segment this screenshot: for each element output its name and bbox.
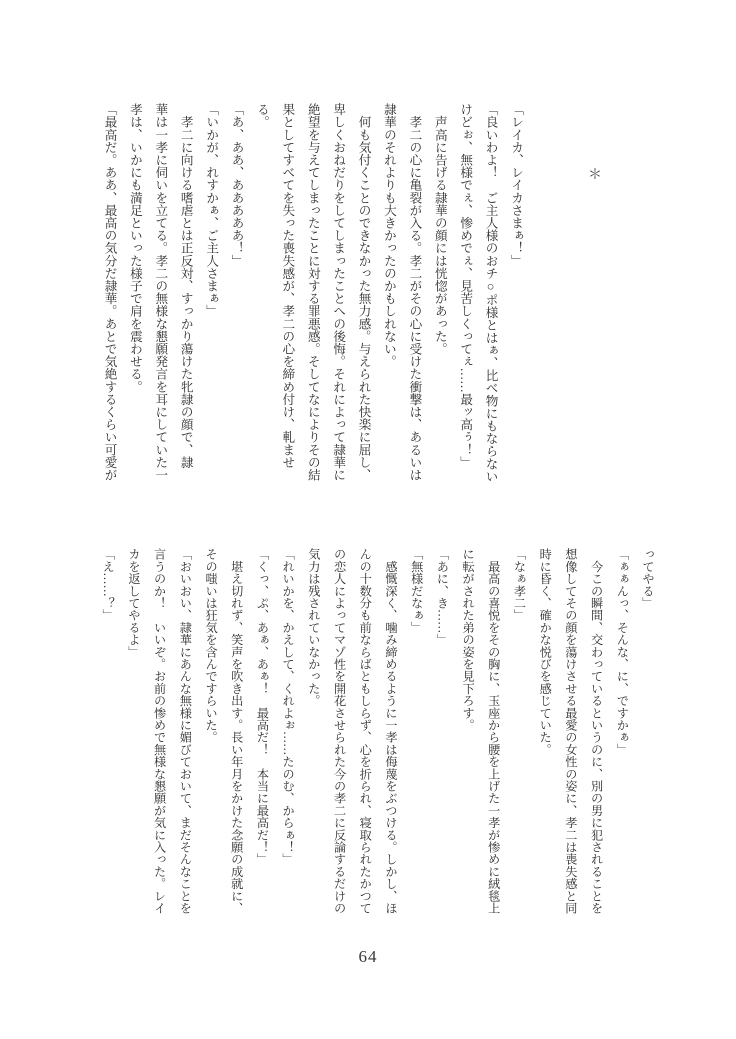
text-line: 「れいかを、かえして、くれよぉ……たのむ、からぁ！」 xyxy=(281,548,296,866)
text-line: 「ぁぁんっ、そんな、に、ですかぁ」 xyxy=(615,548,630,756)
text-line: カを返してやるよ」 xyxy=(126,548,141,658)
text-line: の恋人によってマゾ性を開花させられた今の孝二に反論するだけの xyxy=(332,548,347,914)
text-block-bottom xyxy=(95,548,660,936)
text-line: 「え……？」 xyxy=(101,548,116,622)
text-line: 堪え切れず、笑声を吹き出す。長い年月をかけた念願の成就に、 xyxy=(229,548,244,914)
text-line: 孝二に向ける嗜虐とは正反対、すっかり蕩けた牝隷の顔で、隷 xyxy=(178,103,193,469)
text-line: 孝二の心に亀裂が入る。孝二がその心に受けた衝撃は、あるいは xyxy=(407,103,422,481)
text-line: 華は一孝に伺いを立てる。孝二の無様な懇願発言を耳にしていた一 xyxy=(153,103,168,481)
text-line: 想像してその顔を蕩けさせる最愛の女性の姿に、孝二は喪失感と同 xyxy=(563,548,578,914)
page-number: 64 xyxy=(358,947,378,966)
text-line: その嗤いは狂気を含んですらいた。 xyxy=(204,548,219,744)
text-line: 何も気付くことのできなかった無力感。与えられた快楽に屈し、 xyxy=(356,103,371,481)
text-line: 「くっ、ぷ、あぁ、あぁ！ 最高だ！ 本当に最高だ！」 xyxy=(255,548,270,866)
text-line: 果としてすべてを失った喪失感が、孝二の心を締め付け、軋ませ xyxy=(280,103,295,469)
text-line: 「あに、き……」 xyxy=(435,548,450,646)
text-line: 「あ、ああ、あああああ！」 xyxy=(229,103,244,267)
text-line: 気力は残されていなかった。 xyxy=(306,548,321,707)
text-line: 「なぁ孝二」 xyxy=(512,548,527,622)
text-line: に転がされた弟の姿を見下ろす。 xyxy=(461,548,476,731)
text-line: 今この瞬間、交わっているというのに、別の男に犯されることを xyxy=(589,548,604,914)
text-line: 「良いわよ！ ご主人様のおチ○ポ様とはぁ、比べ物にもならない xyxy=(483,103,498,483)
text-line: 時に昏く、確かな悦びを感じていた。 xyxy=(538,548,553,756)
text-line: 絶望を与えてしまったことに対する罪悪感。そしてなによりその結 xyxy=(305,103,320,481)
text-line: 言うのか！ いいぞ。お前の惨めで無様な懇願が気に入った。レイ xyxy=(152,548,167,914)
text-line: ってやる」 xyxy=(641,548,655,609)
text-block-top xyxy=(96,103,528,495)
text-line: 最高の喜悦をその胸に、玉座から腰を上げた一孝が惨めに絨毯上 xyxy=(486,548,501,914)
text-line: 「おいおい、隷華にあんな無様に媚びておいて、まだそんなことを xyxy=(178,548,193,914)
text-line: 感慨深く、噛み締めるように一孝は侮蔑をぶつける。しかし、ほ xyxy=(383,548,398,914)
text-line: 「最高だ。ああ、最高の気分だ隷華。あとで気絶するくらい可愛が xyxy=(102,103,117,481)
text-line: 声高に告げる隷華の顔には恍惚があった。 xyxy=(432,103,447,355)
text-line: 「レイカ、レイカさまぁ！」 xyxy=(509,103,523,267)
text-line: 孝は、いかにも満足といった様子で肩を震わせる。 xyxy=(127,103,142,393)
section-divider-asterisk: ＊ xyxy=(588,168,602,183)
text-line: 「いかが、れすかぁ、ご主人さまぁ」 xyxy=(204,103,219,318)
text-line: 卑しくおねだりをしてしまったことへの後悔。それによって隷華に xyxy=(331,103,346,481)
text-line: 隷華のそれよりも大きかったのかもしれない。 xyxy=(381,103,396,368)
text-line: んの十数分も前ならばともしらず、心を折られ、寝取られたかつて xyxy=(358,548,373,914)
text-line: 「無様だなぁ」 xyxy=(409,548,424,634)
text-line: る。 xyxy=(254,103,269,129)
text-line: けどぉ、無様でぇ、惨めでぇ、見苦しくってぇ……最ッ高ぅ！」 xyxy=(458,103,473,469)
